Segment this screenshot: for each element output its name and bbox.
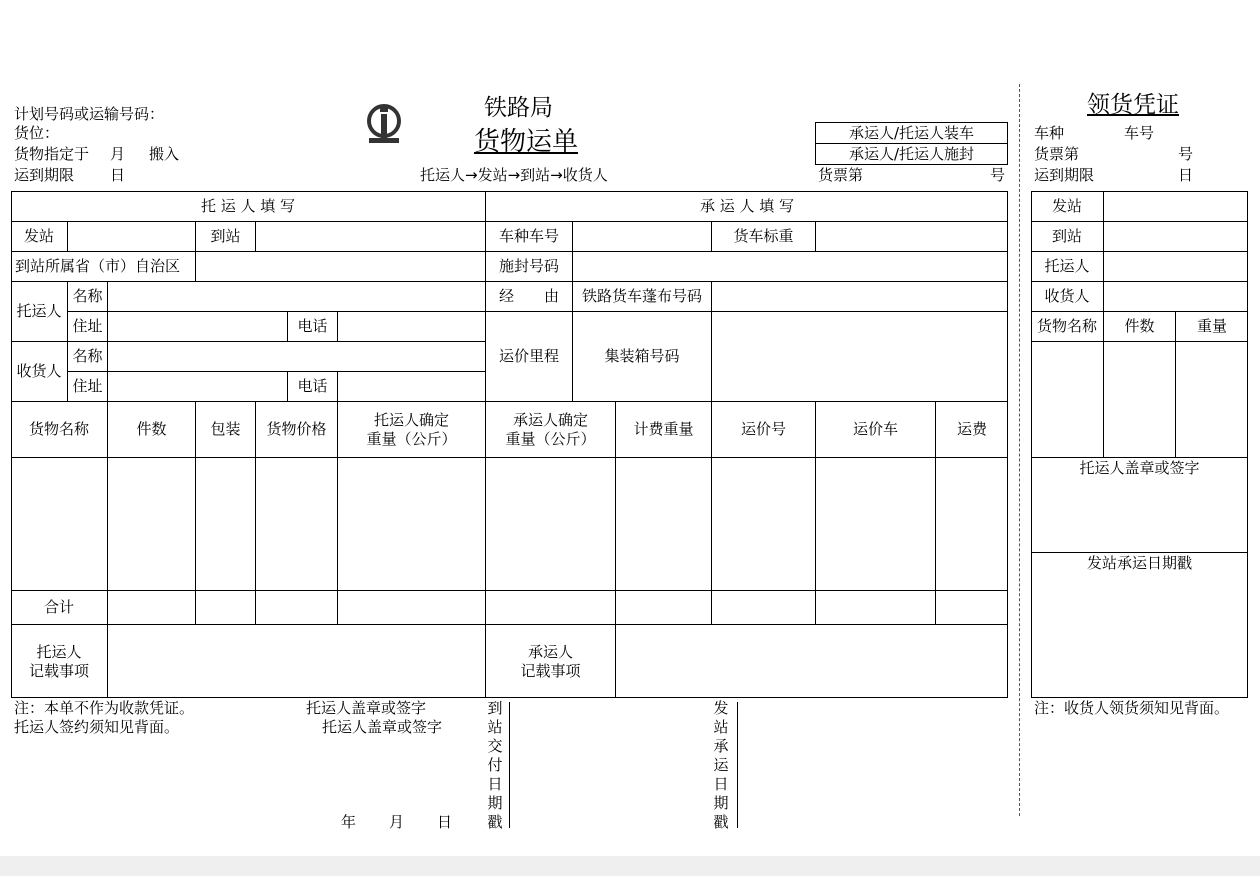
receipt-goods-entry[interactable] — [1032, 342, 1248, 457]
footer-note-2: 托运人签约须知见背面。 — [14, 718, 180, 736]
designated-label: 货物指定于 — [14, 145, 90, 163]
route-label: 托运人→发站→到站→收货人 — [420, 166, 608, 184]
consignee-address-field[interactable] — [108, 372, 287, 401]
seal-no-field[interactable] — [573, 252, 1008, 281]
shipper-name-label: 名称 — [72, 287, 103, 305]
receipt-deadline: 运到期限 — [1034, 166, 1095, 184]
receipt-deadline-day: 日 — [1178, 166, 1194, 184]
receipt-goods-name-header: 货物名称 — [1036, 317, 1097, 335]
railway-logo-icon — [363, 102, 407, 146]
receipt-car-no: 车号 — [1124, 124, 1155, 142]
receipt-ticket-suffix: 号 — [1178, 145, 1194, 163]
container-no-label: 集装箱号码 — [604, 347, 680, 365]
shipper-notes-field[interactable] — [108, 625, 485, 698]
tariff-car-header: 运价车 — [852, 420, 898, 438]
shipper-notes-label: 托运人 记载事项 — [28, 642, 89, 680]
plan-number-label: 计划号码或运输号码： — [14, 105, 165, 123]
receipt-pieces-header: 件数 — [1124, 317, 1155, 335]
deadline-label: 运到期限 — [14, 166, 75, 184]
arrival-stamp-label: 到站交付日期戳 — [487, 699, 503, 831]
province-field[interactable] — [196, 252, 485, 281]
goods-name-header: 货物名称 — [28, 420, 89, 438]
designated-month: 月 — [110, 145, 126, 163]
receipt-shipper-sign: 托运人盖章或签字 — [1079, 458, 1200, 477]
tonnage-field[interactable] — [816, 222, 1008, 251]
shipper-label: 托运人 — [16, 302, 62, 320]
receipt-weight-header: 重量 — [1196, 317, 1227, 335]
receipt-to-station-label: 到站 — [1051, 227, 1082, 245]
footer-note-1: 注：本单不作为收款凭证。 — [14, 699, 195, 717]
page-title: 货物运单 — [474, 127, 579, 157]
from-station-field[interactable] — [68, 222, 195, 251]
seal-no-label: 施封号码 — [498, 257, 559, 275]
consignee-label: 收货人 — [16, 362, 62, 380]
shipper-weight-header: 托运人确定 重量（公斤） — [366, 410, 457, 448]
arrival-stamp-area[interactable] — [511, 702, 711, 828]
shipper-seal-1: 托运人盖章或签字 — [306, 699, 427, 717]
consignee-phone-field[interactable] — [338, 372, 485, 401]
receipt-car-type: 车种 — [1034, 124, 1065, 142]
receipt-stamp-label: 发站承运日期戳 — [1086, 553, 1192, 572]
tonnage-label: 货车标重 — [733, 227, 794, 245]
container-no-field[interactable] — [712, 312, 1008, 401]
shipper-address-label: 住址 — [72, 317, 103, 335]
province-label: 到站所属省（市）自治区 — [15, 257, 181, 275]
move-in-label: 搬入 — [149, 145, 180, 163]
pieces-header: 件数 — [136, 420, 167, 438]
receipt-to-station-field[interactable] — [1104, 222, 1248, 251]
packing-header: 包装 — [210, 420, 241, 438]
slot-label: 货位： — [14, 124, 60, 142]
shipper-address-field[interactable] — [108, 312, 287, 341]
to-station-label: 到站 — [210, 227, 241, 245]
bureau-title: 铁路局 — [484, 95, 553, 121]
consignee-name-field[interactable] — [108, 342, 485, 371]
shipper-seal-2: 托运人盖章或签字 — [322, 718, 443, 736]
car-type-no-field[interactable] — [573, 222, 711, 251]
receipt-from-station-label: 发站 — [1051, 197, 1082, 215]
load-box-label: 承运人/托运人装车 — [848, 123, 975, 142]
to-station-field[interactable] — [256, 222, 485, 251]
ticket-suffix: 号 — [990, 166, 1006, 184]
receipt-shipper-field[interactable] — [1104, 252, 1248, 281]
tariff-no-header: 运价号 — [740, 420, 786, 438]
deadline-day: 日 — [110, 166, 126, 184]
carrier-notes-field[interactable] — [616, 625, 1008, 698]
tarp-no-field[interactable] — [712, 282, 1008, 311]
receipt-title: 领货凭证 — [1087, 92, 1179, 118]
carrier-fill-header: 承 运 人 填 写 — [699, 197, 795, 215]
consignee-name-label: 名称 — [72, 347, 103, 365]
shipper-phone-label: 电话 — [297, 317, 328, 335]
departure-stamp-area[interactable] — [739, 702, 939, 828]
ticket-prefix: 货票第 — [818, 166, 864, 184]
tariff-mileage-label: 运价里程 — [498, 347, 559, 365]
charge-weight-header: 计费重量 — [633, 420, 694, 438]
freight-header: 运费 — [956, 420, 987, 438]
consignee-address-label: 住址 — [72, 377, 103, 395]
receipt-note: 注：收货人领货须知见背面。 — [1034, 699, 1230, 717]
car-type-no-label: 车种车号 — [498, 227, 559, 245]
shipper-fill-header: 托 运 人 填 写 — [200, 197, 296, 215]
footer-day: 日 — [437, 813, 453, 831]
goods-entry-area[interactable] — [12, 458, 1008, 590]
receipt-shipper-label: 托运人 — [1044, 257, 1090, 275]
via-label: 经 由 — [498, 287, 559, 305]
receipt-from-station-field[interactable] — [1104, 192, 1248, 221]
receipt-consignee-label: 收货人 — [1044, 287, 1090, 305]
from-station-label: 发站 — [23, 227, 54, 245]
tear-line — [1019, 84, 1020, 816]
shipper-phone-field[interactable] — [338, 312, 485, 341]
receipt-ticket-prefix: 货票第 — [1034, 145, 1080, 163]
shipper-name-field[interactable] — [108, 282, 485, 311]
seal-box-label: 承运人/托运人施封 — [848, 144, 975, 163]
carrier-notes-label: 承运人 记载事项 — [520, 642, 581, 680]
carrier-weight-header: 承运人确定 重量（公斤） — [505, 410, 596, 448]
bottom-bar — [0, 856, 1260, 876]
departure-stamp-label: 发站承运日期戳 — [713, 699, 729, 831]
footer-year: 年 — [341, 813, 357, 831]
footer-month: 月 — [389, 813, 405, 831]
tarp-no-label: 铁路货车蓬布号码 — [581, 287, 702, 305]
total-label: 合计 — [43, 598, 74, 616]
receipt-consignee-field[interactable] — [1104, 282, 1248, 311]
goods-price-header: 货物价格 — [266, 420, 327, 438]
consignee-phone-label: 电话 — [297, 377, 328, 395]
